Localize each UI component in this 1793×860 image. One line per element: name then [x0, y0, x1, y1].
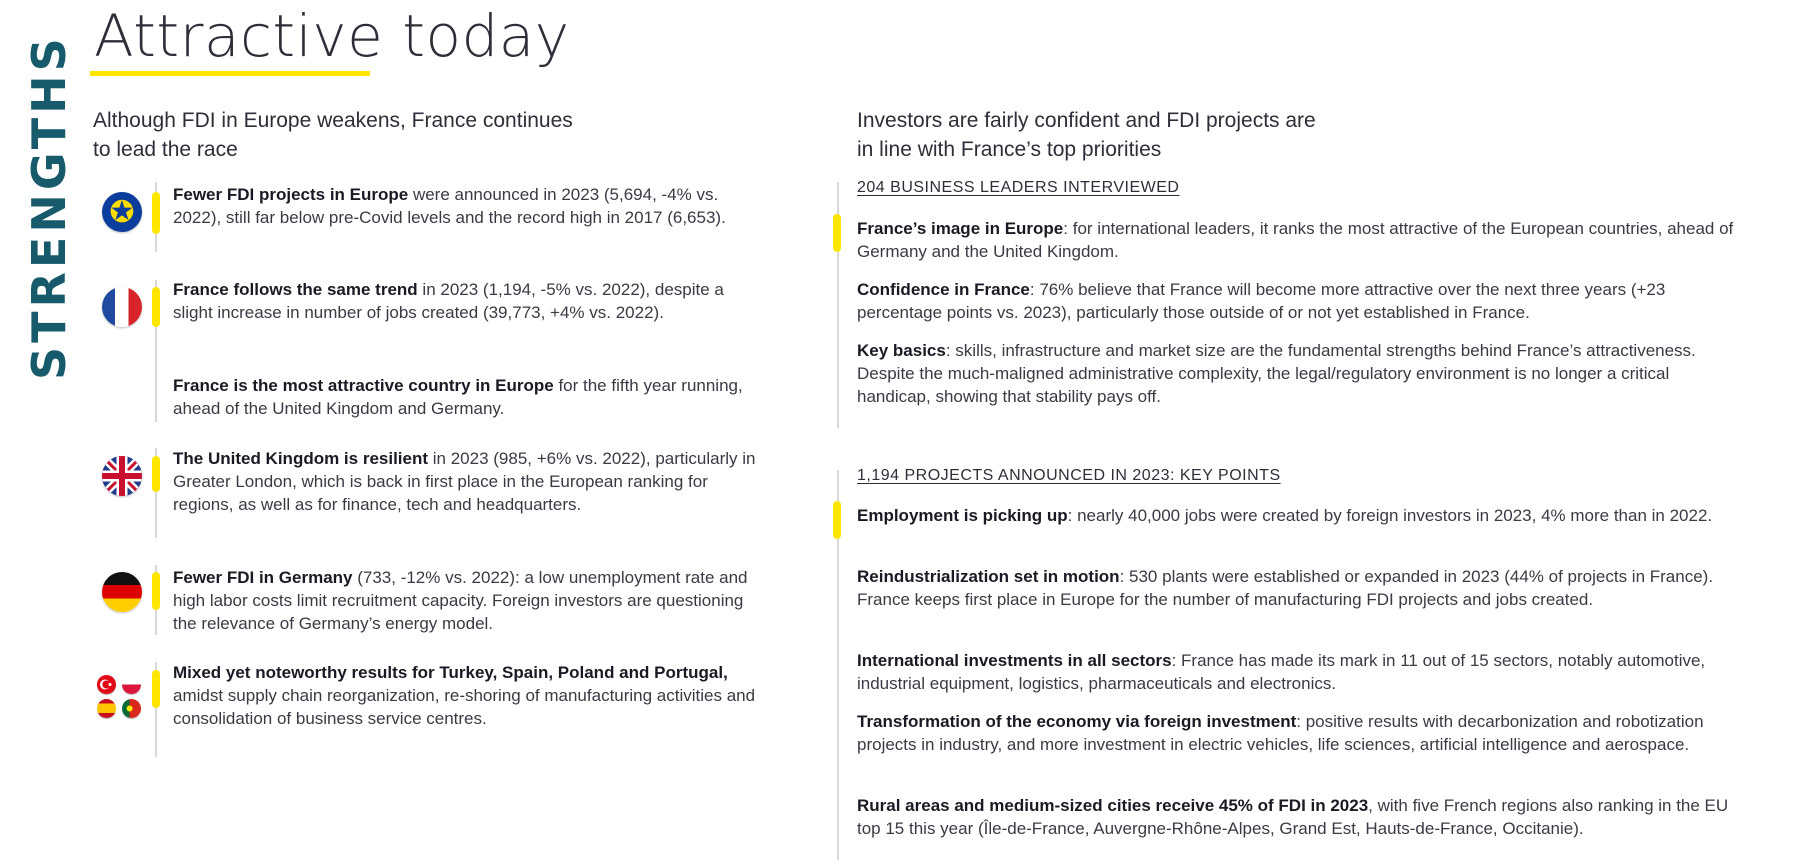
item-marker [152, 192, 160, 234]
item-bold: The United Kingdom is resilient [173, 449, 429, 468]
list-item [857, 565, 1737, 611]
item-bold: Mixed yet noteworthy results for Turkey, Spain, Poland and Portugal, [173, 663, 728, 682]
title-underline [90, 71, 370, 76]
list-item [173, 374, 763, 420]
item-text: in 2023 (985, +6% vs. 2022), particularly in Greater London, which is back in first place in the European ranking for regions, as well as for finance, tech and headquarters. [173, 449, 756, 514]
item-text: amidst supply chain reorganization, re-shoring of manufacturing activities and consolidation of business service centres. [173, 686, 756, 728]
page-title: Attractive today [94, 2, 570, 70]
list-item [857, 339, 1737, 408]
item-text: (733, -12% vs. 2022): a low unemployment rate and high labor costs limit recruitment capacity. Foreign investors are questioning the relevance of Germany’s energy model. [173, 568, 748, 633]
item-bold: Rural areas and medium-sized cities receive 45% of FDI in 2023 [857, 796, 1369, 815]
list-item [857, 278, 1737, 324]
item-text: : France has made its mark in 11 out of 15 sectors, notably automotive, industrial equipment, logistics, pharmaceuticals and electronics. [857, 651, 1706, 693]
list-item [173, 447, 763, 516]
item-bold: Fewer FDI in Germany [173, 568, 353, 587]
right-heading-line1: Investors are fairly confident and FDI projects are [857, 109, 1316, 132]
item-marker [152, 287, 160, 327]
item-bold: Key basics [857, 341, 946, 360]
turkey-flag-icon [97, 675, 116, 694]
list-item [857, 649, 1737, 695]
left-heading-line2: to lead the race [93, 138, 238, 161]
item-text: for the fifth year running, ahead of the United Kingdom and Germany. [173, 376, 743, 418]
uk-flag-icon [102, 456, 142, 496]
section-label-projects: 1,194 PROJECTS ANNOUNCED IN 2023: KEY POINTS [857, 467, 1281, 484]
list-item [857, 794, 1737, 840]
section-label-interviews: 204 BUSINESS LEADERS INTERVIEWED [857, 179, 1180, 196]
item-text: in 2023 (1,194, -5% vs. 2022), despite a slight increase in number of jobs created (39,773, +4% vs. 2022). [173, 280, 724, 322]
list-item [857, 504, 1737, 527]
eu-flag-icon: ✪ [102, 192, 142, 232]
item-bold: International investments in all sectors [857, 651, 1172, 670]
item-bold: France follows the same trend [173, 280, 418, 299]
item-text: : 530 plants were established or expanded in 2023 (44% of projects in France). France keeps first place in Europe for the number of manufacturing FDI projects and jobs created. [857, 567, 1714, 609]
list-item [173, 566, 763, 635]
item-bold: Employment is picking up [857, 506, 1068, 525]
item-bold: Confidence in France [857, 280, 1030, 299]
right-heading-line2: in line with France’s top priorities [857, 138, 1162, 161]
item-text: : 76% believe that France will become more attractive over the next three years (+23 percentage points vs. 2023), particularly those outside of or not yet established in France. [857, 280, 1666, 322]
germany-flag-icon [102, 572, 142, 612]
strengths-side-label: STRENGTHS [22, 34, 76, 380]
list-item [173, 278, 763, 324]
section-marker [833, 501, 841, 539]
item-text: : for international leaders, it ranks the most attractive of the European countries, ahead of Germany and the United Kingdom. [857, 219, 1734, 261]
section-marker [833, 214, 841, 252]
list-item [857, 710, 1737, 756]
list-item [857, 217, 1737, 263]
left-heading [93, 106, 693, 164]
item-bold: France is the most attractive country in Europe [173, 376, 554, 395]
item-bold: Reindustrialization set in motion [857, 567, 1120, 586]
left-heading-line1: Although FDI in Europe weakens, France continues [93, 109, 573, 132]
france-flag-icon [102, 287, 142, 327]
item-bold: Transformation of the economy via foreign investment [857, 712, 1297, 731]
item-marker [152, 670, 160, 708]
item-text: : positive results with decarbonization and robotization projects in industry, and more investment in electric vehicles, life sciences, artificial intelligence and aerospace. [857, 712, 1704, 754]
item-text: were announced in 2023 (5,694, -4% vs. 2022), still far below pre-Covid levels and the record high in 2017 (6,653). [173, 185, 726, 227]
item-marker [152, 572, 160, 610]
portugal-flag-icon [122, 699, 141, 718]
poland-flag-icon [122, 675, 141, 694]
item-text: , with five French regions also ranking in the EU top 15 this year (Île-de-France, Auvergne-Rhône-Alpes, Grand Est, Hauts-de-France, Occitanie). [857, 796, 1729, 838]
item-bold: France’s image in Europe [857, 219, 1064, 238]
list-item [173, 183, 763, 229]
right-heading [857, 106, 1457, 164]
spain-flag-icon [97, 699, 116, 718]
list-item [173, 661, 763, 730]
item-marker [152, 456, 160, 492]
item-text: : nearly 40,000 jobs were created by foreign investors in 2023, 4% more than in 2022. [1067, 506, 1713, 525]
item-text: : skills, infrastructure and market size are the fundamental strengths behind France’s attractiveness. Despite the much-maligned administrative complexity, the legal/regulatory environment is no longer a critical handicap, showing that stability pays off. [857, 341, 1696, 406]
item-bold: Fewer FDI projects in Europe [173, 185, 409, 204]
